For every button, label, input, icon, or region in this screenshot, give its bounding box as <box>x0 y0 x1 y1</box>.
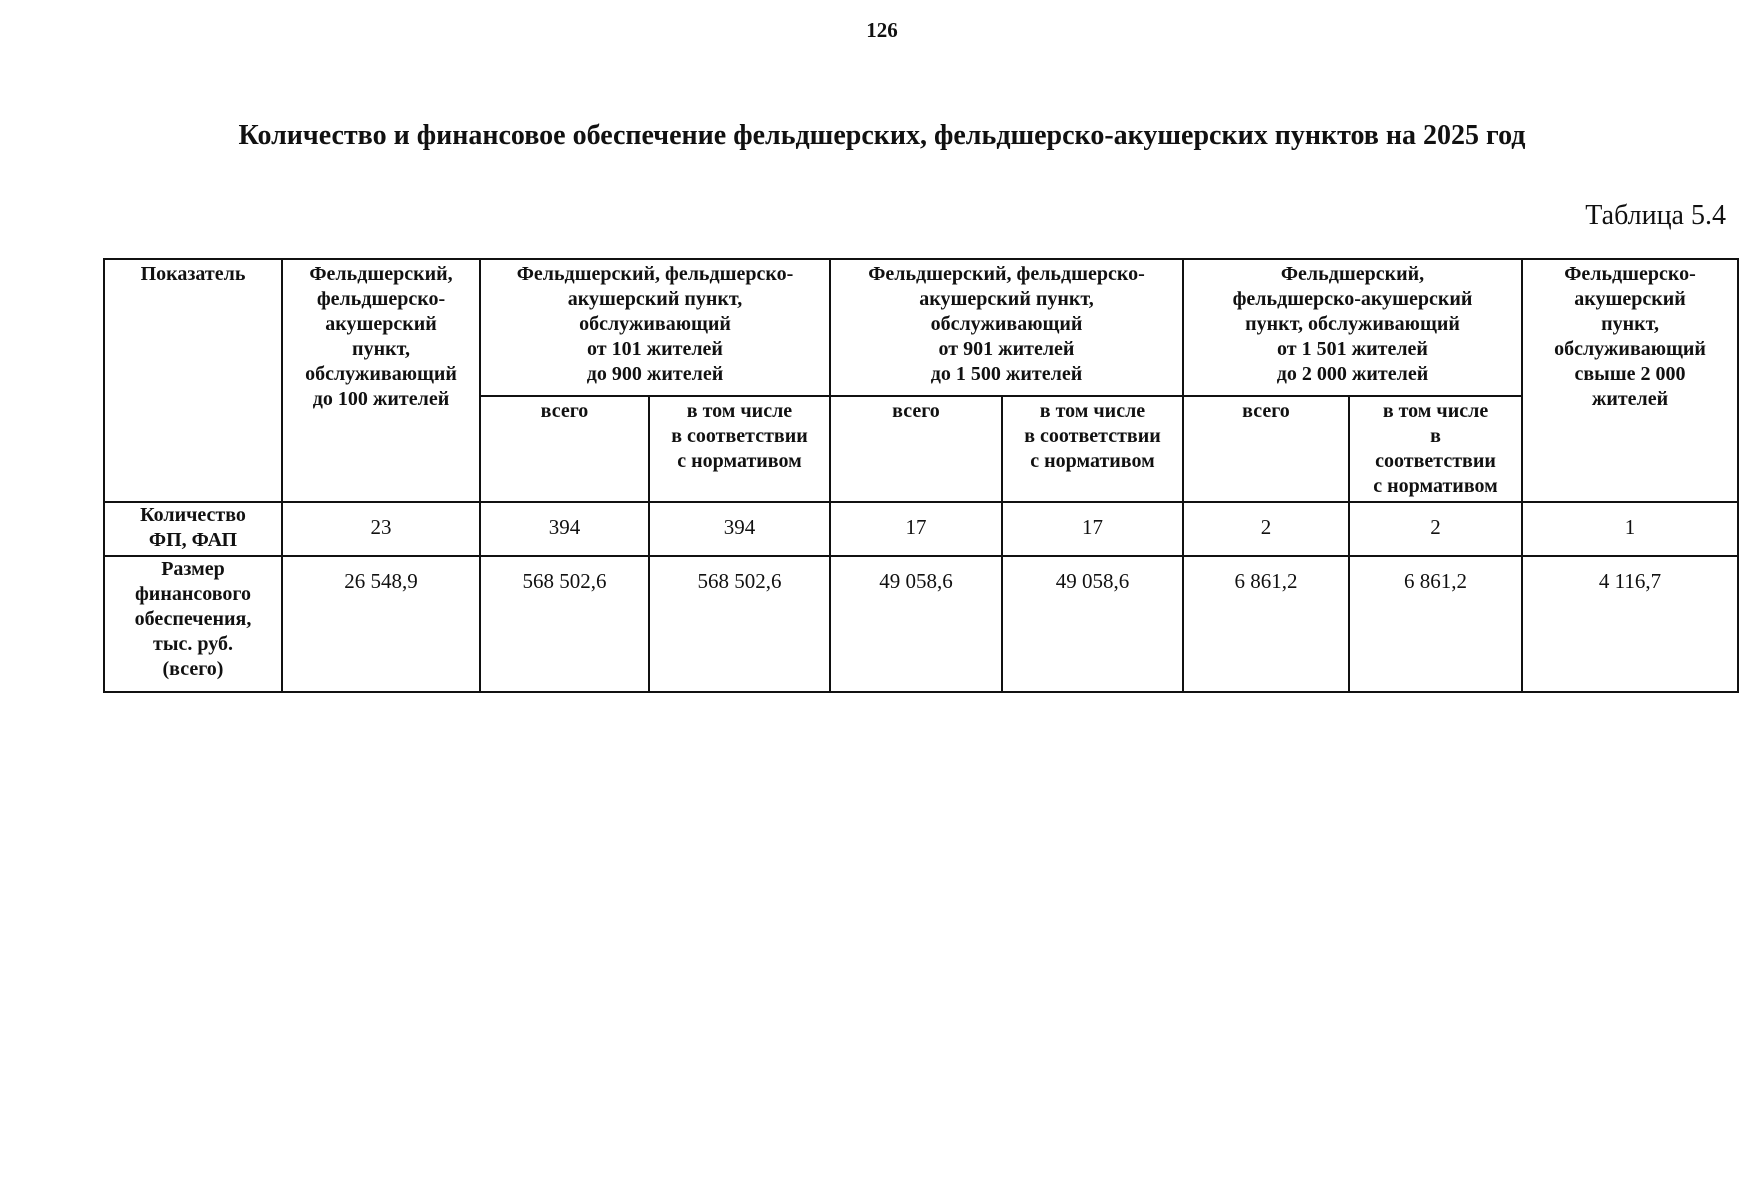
header-group-1501-2000 <box>1183 259 1522 396</box>
header-group-up-to-100-label: Фельдшерский, фельдшерско- акушерский пункт, обслуживающий до 100 жителей <box>305 263 457 410</box>
cell-count-1501-2000-total: 2 <box>1183 502 1349 556</box>
funding-table <box>103 258 1739 693</box>
cell-finance-901-1500-total: 49 058,6 <box>830 556 1002 692</box>
header-g4-total-label: всего <box>1242 400 1290 422</box>
cell-count-1501-2000-norm: 2 <box>1349 502 1522 556</box>
row-label-count-text: Количество ФП, ФАП <box>140 504 246 551</box>
header-group-901-1500 <box>830 259 1183 396</box>
header-g2-total <box>480 396 649 502</box>
cell-finance-1501-2000-total: 6 861,2 <box>1183 556 1349 692</box>
table-row-count <box>104 502 1738 556</box>
cell-count-over-2000: 1 <box>1522 502 1738 556</box>
header-g3-total-label: всего <box>892 400 940 422</box>
header-g4-norm-label: в том числе в соответствии с нормативом <box>1373 400 1498 497</box>
cell-finance-101-900-norm: 568 502,6 <box>649 556 830 692</box>
header-group-1501-2000-label: Фельдшерский, фельдшерско-акушерский пункт, обслуживающий от 1 501 жителей до 2 000 жителей <box>1232 263 1473 385</box>
header-g3-total <box>830 396 1002 502</box>
header-indicator <box>104 259 282 502</box>
header-row-1 <box>104 259 1738 396</box>
header-g3-norm <box>1002 396 1183 502</box>
header-g3-norm-label: в том числе в соответствии с нормативом <box>1024 400 1161 472</box>
row-label-count <box>104 502 282 556</box>
cell-finance-over-2000: 4 116,7 <box>1522 556 1738 692</box>
table-caption: Таблица 5.4 <box>1585 200 1726 231</box>
cell-count-101-900-norm: 394 <box>649 502 830 556</box>
table-row-finance <box>104 556 1738 692</box>
cell-count-901-1500-norm: 17 <box>1002 502 1183 556</box>
header-group-101-900-label: Фельдшерский, фельдшерско- акушерский пункт, обслуживающий от 101 жителей до 900 жителей <box>516 263 794 385</box>
header-indicator-label: Показатель <box>140 263 246 285</box>
header-g4-norm <box>1349 396 1522 502</box>
header-g2-total-label: всего <box>540 400 589 422</box>
cell-finance-901-1500-norm: 49 058,6 <box>1002 556 1183 692</box>
header-group-901-1500-label: Фельдшерский, фельдшерско- акушерский пункт, обслуживающий от 901 жителей до 1 500 жителей <box>868 263 1145 385</box>
cell-finance-1501-2000-norm: 6 861,2 <box>1349 556 1522 692</box>
cell-count-101-900-total: 394 <box>480 502 649 556</box>
header-group-up-to-100 <box>282 259 480 502</box>
header-g2-norm-label: в том числе в соответствии с нормативом <box>671 400 808 472</box>
header-group-101-900 <box>480 259 830 396</box>
header-g4-total <box>1183 396 1349 502</box>
row-label-finance-text: Размер финансового обеспечения, тыс. руб. (всего) <box>134 558 252 680</box>
document-title: Количество и финансовое обеспечение фельдшерских, фельдшерско-акушерских пунктов на 2025 год <box>238 120 1526 151</box>
cell-count-up-to-100: 23 <box>282 502 480 556</box>
cell-count-901-1500-total: 17 <box>830 502 1002 556</box>
cell-finance-up-to-100: 26 548,9 <box>282 556 480 692</box>
cell-finance-101-900-total: 568 502,6 <box>480 556 649 692</box>
header-group-over-2000-label: Фельдшерско- акушерский пункт, обслуживающий свыше 2 000 жителей <box>1554 263 1706 410</box>
header-g2-norm <box>649 396 830 502</box>
page-number: 126 <box>866 18 898 42</box>
header-group-over-2000 <box>1522 259 1738 502</box>
row-label-finance <box>104 556 282 692</box>
